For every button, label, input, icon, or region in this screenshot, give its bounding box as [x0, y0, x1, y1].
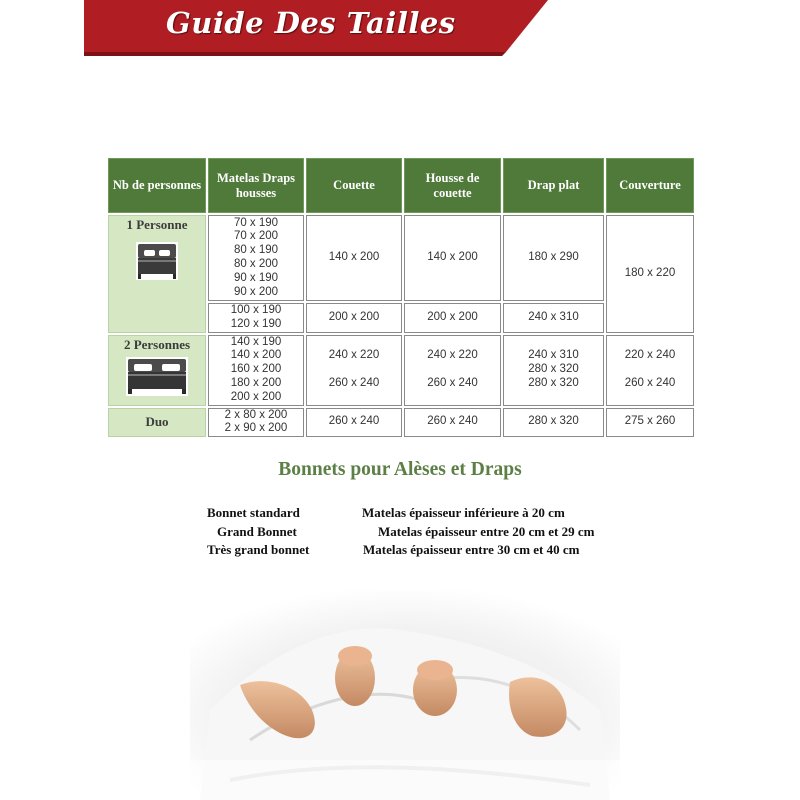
double-bed-icon: [125, 355, 189, 397]
couverture-cell: [606, 335, 694, 406]
housse-cell: 260 x 240: [404, 408, 501, 438]
drap-cell: 240 x 310: [503, 303, 604, 333]
couette-cell: [306, 335, 402, 406]
housse-cell: 140 x 200: [404, 215, 501, 301]
matelas-size: 140 x 200: [230, 349, 282, 362]
matelas-size: 70 x 190: [233, 216, 279, 229]
table-row: [108, 408, 694, 438]
single-bed-icon: [134, 238, 180, 282]
feet-under-duvet-photo: [190, 590, 620, 800]
matelas-size: 2 x 90 x 200: [224, 422, 288, 435]
couverture-cell: 275 x 260: [606, 408, 694, 438]
housse-cell: 200 x 200: [404, 303, 501, 333]
matelas-size: 80 x 200: [233, 258, 279, 270]
housse-cell: [404, 335, 501, 406]
matelas-size: 90 x 190: [233, 271, 279, 284]
persons-cell-2: [108, 335, 206, 406]
matelas-size: 100 x 190: [230, 304, 282, 316]
drap-cell: 180 x 290: [503, 215, 604, 301]
drap-cell: [503, 335, 604, 406]
matelas-size: 200 x 200: [230, 390, 282, 403]
couette-size: 260 x 240: [328, 377, 380, 390]
drap-size: 240 x 310: [528, 349, 579, 362]
housse-size: 240 x 220: [427, 349, 478, 362]
drap-cell: 280 x 320: [503, 408, 604, 438]
matelas-size: 120 x 190: [230, 317, 282, 330]
persons-label: 1 Personne: [126, 217, 188, 232]
matelas-cell: [208, 215, 304, 301]
bonnets-title: Bonnets pour Alèses et Draps: [278, 459, 522, 480]
header-persons: Nb de personnes: [108, 158, 206, 213]
matelas-size: 80 x 190: [233, 244, 279, 257]
persons-cell-duo: Duo: [108, 408, 206, 438]
page-title: Guide Des Tailles: [166, 6, 456, 40]
persons-cell-1: [108, 215, 206, 333]
matelas-size: 90 x 200: [233, 285, 279, 298]
matelas-size: 2 x 80 x 200: [224, 408, 288, 421]
header-housse: Housse de couette: [404, 158, 501, 213]
drap-size: 280 x 320: [528, 363, 579, 376]
matelas-size: 70 x 200: [233, 230, 279, 243]
bonnet-desc: Matelas épaisseur entre 20 cm et 29 cm: [378, 524, 595, 539]
table-row: [108, 215, 694, 301]
couverture-size: 220 x 240: [624, 349, 676, 362]
bonnet-desc: Matelas épaisseur inférieure à 20 cm: [362, 505, 565, 520]
couverture-cell: 180 x 220: [606, 215, 694, 333]
bonnet-name: Grand Bonnet: [217, 524, 297, 539]
couverture-size: 260 x 240: [624, 377, 676, 390]
header-couverture: Couverture: [606, 158, 694, 213]
persons-label: 2 Personnes: [123, 336, 191, 352]
bonnet-desc: Matelas épaisseur entre 30 cm et 40 cm: [363, 542, 580, 557]
table-row: [108, 335, 694, 406]
matelas-cell: [208, 408, 304, 438]
matelas-size: 160 x 200: [230, 363, 282, 376]
couette-cell: 140 x 200: [306, 215, 402, 301]
matelas-size: 180 x 200: [230, 376, 282, 389]
size-table: [106, 156, 696, 439]
drap-size: 280 x 320: [528, 376, 579, 389]
matelas-cell: [208, 335, 304, 406]
bonnet-name: Très grand bonnet: [207, 542, 310, 557]
couette-size: 240 x 220: [328, 349, 380, 362]
header-couette: Couette: [306, 158, 402, 213]
table-header-row: [108, 158, 694, 213]
matelas-size: 140 x 190: [230, 335, 282, 348]
header-matelas: Matelas Draps housses: [208, 158, 304, 213]
matelas-cell: [208, 303, 304, 333]
couette-cell: 260 x 240: [306, 408, 402, 438]
couette-cell: 200 x 200: [306, 303, 402, 333]
bonnet-name: Bonnet standard: [207, 505, 300, 520]
housse-size: 260 x 240: [427, 377, 478, 390]
header-drap-plat: Drap plat: [503, 158, 604, 213]
